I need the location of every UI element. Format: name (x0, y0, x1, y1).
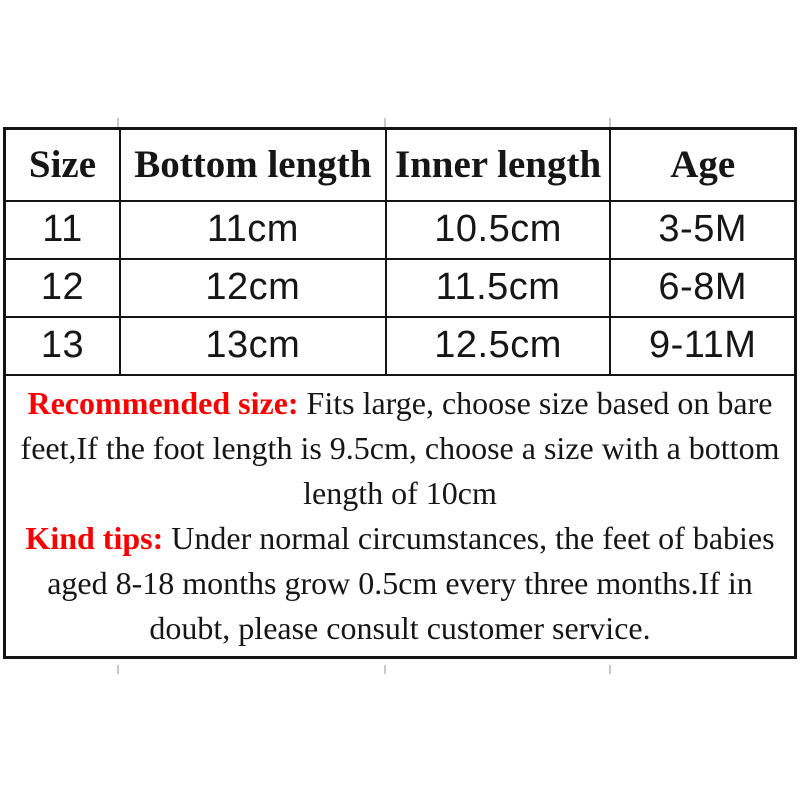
cell-inner-length: 11.5cm (386, 259, 611, 317)
cell-size: 11 (5, 201, 120, 259)
cell-size: 12 (5, 259, 120, 317)
size-table (3, 127, 797, 659)
col-header-bottom-length: Bottom length (120, 129, 386, 201)
cell-age: 9-11M (610, 317, 795, 375)
notes-cell (5, 375, 796, 658)
size-table-header-row (5, 129, 796, 201)
col-header-age: Age (610, 129, 795, 201)
kind-tips-note (16, 516, 784, 651)
kind-tips-text: Under normal circumstances, the feet of babies aged 8-18 months grow 0.5cm every three months.If in doubt, please consult customer service. (47, 519, 775, 646)
column-line-artifact (384, 665, 386, 674)
cell-size: 13 (5, 317, 120, 375)
cell-bottom-length: 12cm (120, 259, 386, 317)
kind-tips-label: Kind tips: (25, 519, 164, 556)
column-line-artifact (609, 665, 611, 674)
recommended-size-note (16, 381, 784, 516)
cell-age: 6-8M (610, 259, 795, 317)
recommended-size-text: Fits large, choose size based on bare feet,If the foot length is 9.5cm, choose a size with a bottom length of 10cm (20, 384, 780, 511)
column-line-artifact (117, 665, 119, 674)
table-row-size-12 (5, 259, 796, 317)
notes-row (5, 375, 796, 658)
cell-inner-length: 10.5cm (386, 201, 611, 259)
cell-bottom-length: 11cm (120, 201, 386, 259)
cell-inner-length: 12.5cm (386, 317, 611, 375)
table-row-size-11 (5, 201, 796, 259)
col-header-inner-length: Inner length (386, 129, 611, 201)
table-row-size-13 (5, 317, 796, 375)
cell-age: 3-5M (610, 201, 795, 259)
column-line-artifact (384, 118, 386, 127)
col-header-size: Size (5, 129, 120, 201)
column-line-artifact (609, 118, 611, 127)
column-line-artifact (117, 118, 119, 127)
recommended-size-label: Recommended size: (27, 384, 299, 421)
cell-bottom-length: 13cm (120, 317, 386, 375)
